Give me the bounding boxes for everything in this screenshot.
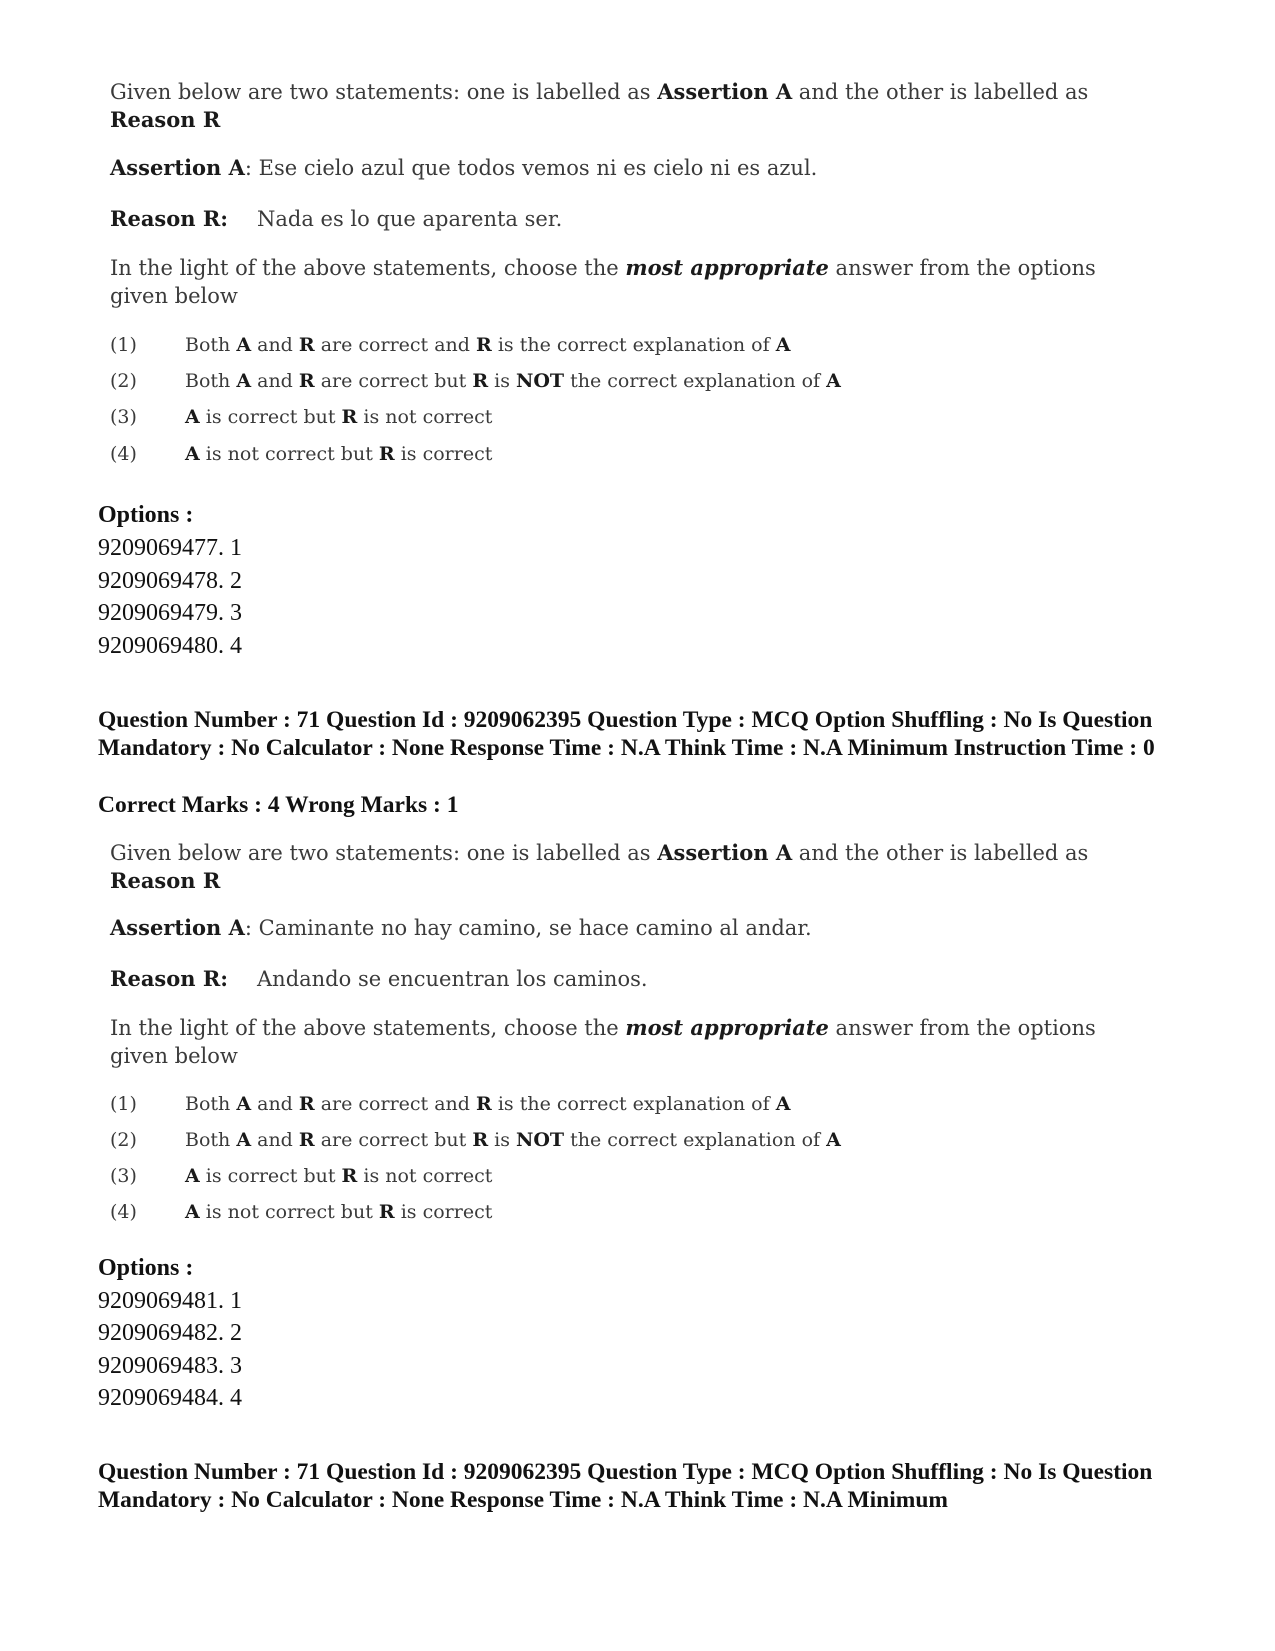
- choice-1: (1) Both A and R are correct and R is the correct explanation of A: [110, 334, 791, 356]
- choice-4: (4) A is not correct but R is correct: [110, 1201, 493, 1223]
- next-question-meta: Question Number : 71 Question Id : 9209062395 Question Type : MCQ Option Shuffling : No Is Question Mandatory : No Calculator : None Response Time : N.A Think Time : N.A Minimum: [98, 1459, 1153, 1513]
- choice-3: (3) A is correct but R is not correct: [110, 1165, 493, 1187]
- choice-1: (1) Both A and R are correct and R is the correct explanation of A: [110, 1093, 791, 1115]
- choice-2: (2) Both A and R are correct but R is NOT the correct explanation of A: [110, 370, 841, 392]
- option-id-4: 9209069480. 4: [98, 633, 242, 659]
- option-id-4: 9209069484. 4: [98, 1385, 242, 1411]
- option-id-1: 9209069477. 1: [98, 535, 242, 561]
- choice-4: (4) A is not correct but R is correct: [110, 443, 493, 465]
- option-id-3: 9209069483. 3: [98, 1353, 242, 1379]
- options-heading: Options :: [98, 502, 194, 528]
- marks-info: Correct Marks : 4 Wrong Marks : 1: [98, 792, 459, 818]
- option-id-1: 9209069481. 1: [98, 1288, 242, 1314]
- options-heading: Options :: [98, 1255, 194, 1281]
- choice-2: (2) Both A and R are correct but R is NOT the correct explanation of A: [110, 1129, 841, 1151]
- assertion: Assertion A: Ese cielo azul que todos vemos ni es cielo ni es azul.: [110, 155, 818, 180]
- instruction-text: In the light of the above statements, choose the most appropriate answer from the options given below: [110, 255, 1096, 308]
- option-id-2: 9209069482. 2: [98, 1320, 242, 1346]
- intro-text: Given below are two statements: one is labelled as Assertion A and the other is labelled as Reason R: [110, 79, 1089, 132]
- instruction-text: In the light of the above statements, choose the most appropriate answer from the options given below: [110, 1015, 1096, 1068]
- question-meta: Question Number : 71 Question Id : 9209062395 Question Type : MCQ Option Shuffling : No Is Question Mandatory : No Calculator : None Response Time : N.A Think Time : N.A Minimum Instruction Time : 0: [98, 707, 1155, 761]
- reason: Reason R: Andando se encuentran los caminos.: [110, 966, 648, 991]
- intro-text: Given below are two statements: one is labelled as Assertion A and the other is labelled as Reason R: [110, 840, 1089, 893]
- option-id-2: 9209069478. 2: [98, 568, 242, 594]
- reason: Reason R: Nada es lo que aparenta ser.: [110, 206, 563, 231]
- assertion: Assertion A: Caminante no hay camino, se hace camino al andar.: [110, 915, 812, 940]
- option-id-3: 9209069479. 3: [98, 600, 242, 626]
- choice-3: (3) A is correct but R is not correct: [110, 406, 493, 428]
